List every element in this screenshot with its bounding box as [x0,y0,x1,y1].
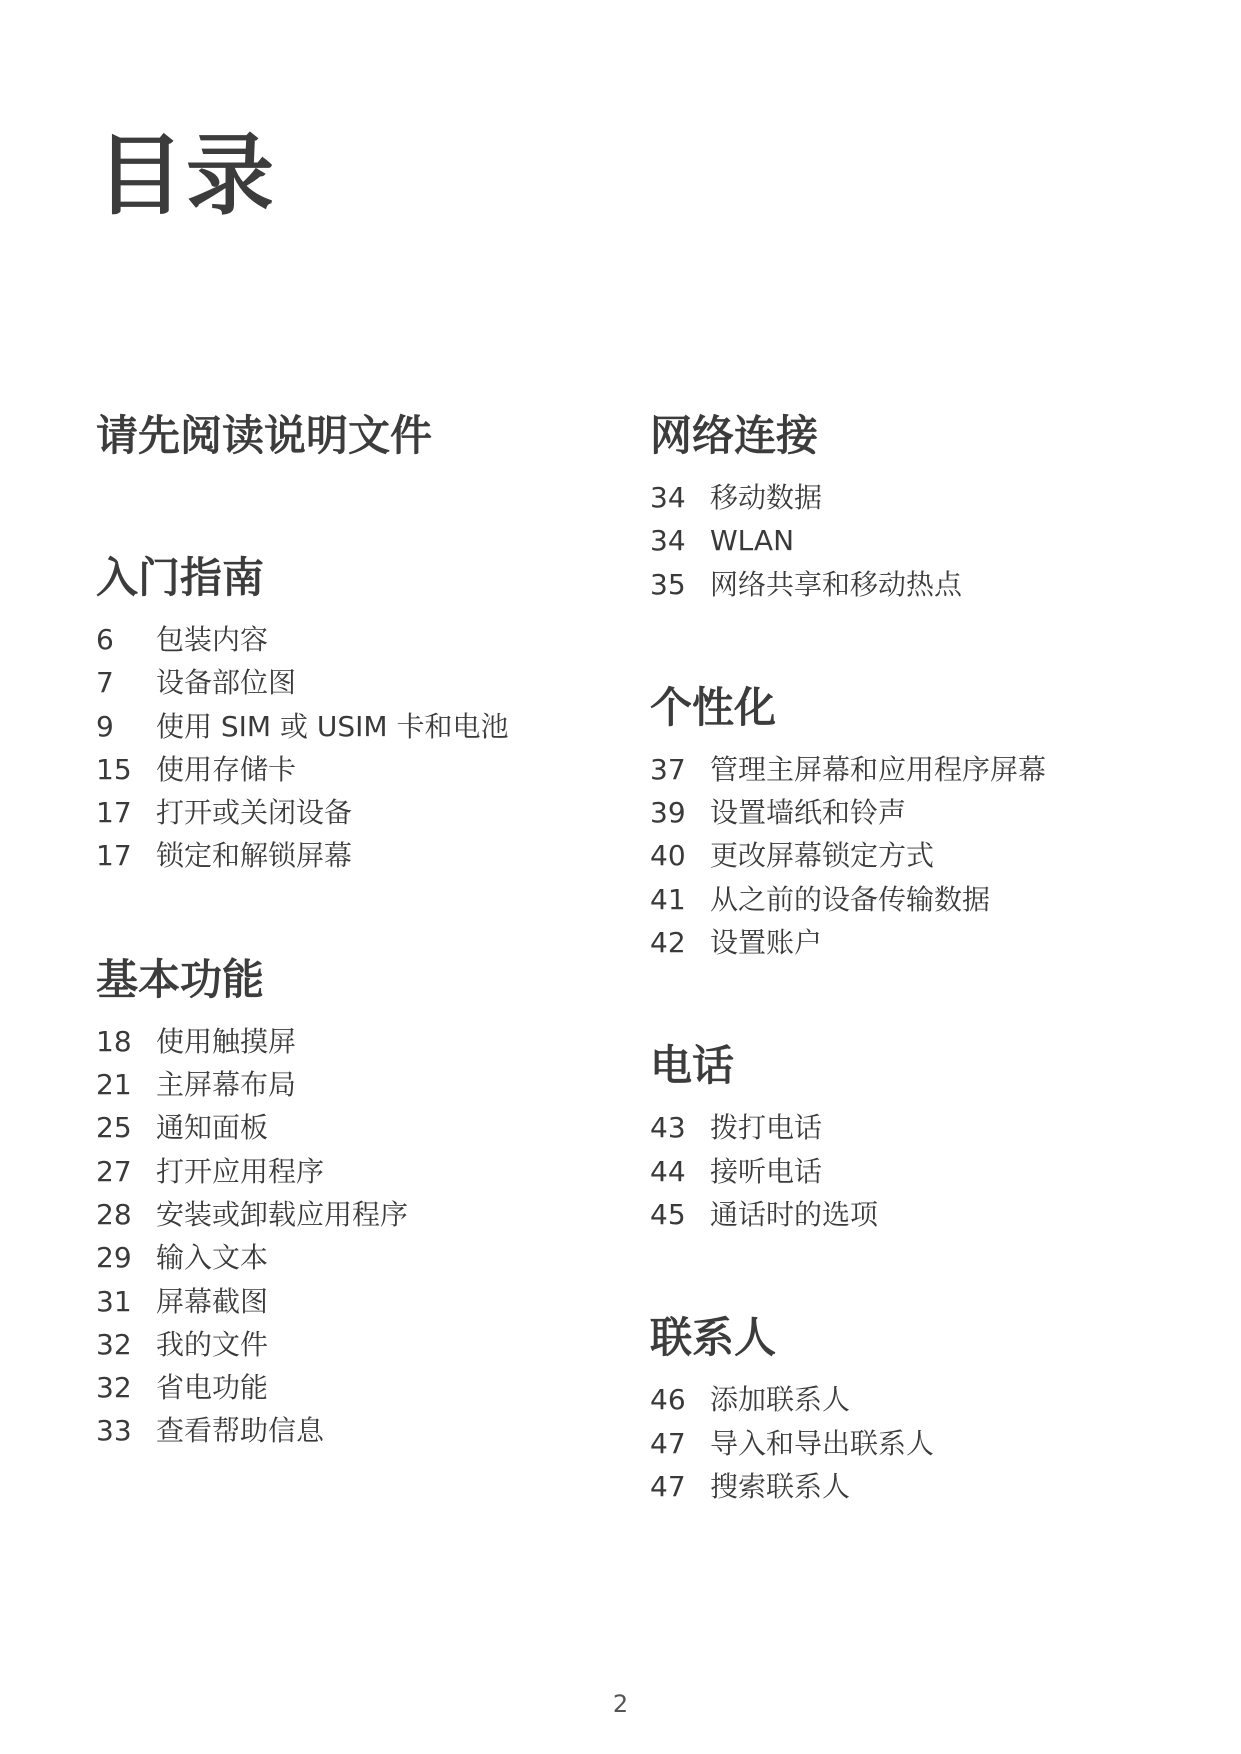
toc-entry[interactable] [96,834,616,877]
toc-entry-label: WLAN [710,524,795,558]
toc-section [96,546,616,878]
section-spacer [650,964,1210,1034]
toc-entry-label: 设置墙纸和铃声 [710,796,907,830]
toc-entry-page: 32 [96,1371,132,1405]
section-spacer [96,878,616,948]
toc-entry[interactable] [650,878,1210,921]
toc-entry[interactable] [650,1378,1210,1421]
toc-entry-page: 32 [96,1327,132,1361]
toc-entry-label: 设备部位图 [156,666,297,700]
toc-entry-label: 打开或关闭设备 [156,796,353,830]
toc-right-column [650,404,1210,1508]
toc-entry-page: 47 [650,1426,686,1460]
toc-entry[interactable] [96,705,616,748]
toc-entry[interactable] [96,1106,616,1149]
toc-entry[interactable] [650,1150,1210,1193]
section-spacer [650,606,1210,676]
toc-entry[interactable] [96,1280,616,1323]
section-spacer [96,476,616,546]
toc-entry[interactable] [96,618,616,661]
toc-entry-page: 17 [96,796,132,830]
toc-entry[interactable] [650,563,1210,606]
toc-entry-label: 从之前的设备传输数据 [710,882,991,916]
toc-entry[interactable] [96,1323,616,1366]
toc-entry-page: 29 [96,1241,132,1275]
toc-entry-label: 使用存储卡 [156,752,297,786]
toc-entry-label: 移动数据 [710,481,823,514]
toc-entry-page: 7 [96,666,114,700]
toc-entry[interactable] [650,1193,1210,1236]
toc-entry-page: 44 [650,1154,686,1188]
toc-entry[interactable] [650,1465,1210,1508]
toc-entry-page: 25 [96,1111,132,1145]
toc-entry-page: 34 [650,481,686,514]
toc-entry-page: 28 [96,1197,132,1231]
toc-entry-page: 39 [650,796,686,830]
section-spacer [650,1236,1210,1306]
toc-entry[interactable] [96,1366,616,1409]
toc-entry[interactable] [650,791,1210,834]
toc-entry-page: 42 [650,926,686,960]
toc-entry-page: 37 [650,752,686,786]
toc-entry-page: 15 [96,752,132,786]
toc-entry-page: 18 [96,1024,132,1058]
toc-entry-label: 添加联系人 [710,1383,851,1417]
toc-entry-label: 使用触摸屏 [156,1024,297,1058]
toc-entry-page: 31 [96,1284,132,1318]
section-heading[interactable]: 请先阅读说明文件 [96,411,433,460]
toc-entry-label: 输入文本 [156,1241,269,1275]
toc-entry-label: 导入和导出联系人 [710,1426,935,1460]
toc-entry[interactable] [96,1409,616,1452]
page-title: 目录 [96,124,277,227]
toc-entry-page: 33 [96,1414,132,1448]
toc-entry[interactable] [96,748,616,791]
toc-entry-page: 21 [96,1068,132,1102]
toc-entry-label: 我的文件 [156,1327,269,1361]
toc-section [650,676,1210,964]
toc-entry-label: 查看帮助信息 [156,1414,325,1448]
toc-entry-label: 锁定和解锁屏幕 [156,839,353,873]
toc-entry-page: 47 [650,1469,686,1503]
toc-entry[interactable] [96,1150,616,1193]
toc-entry-label: 安装或卸载应用程序 [156,1197,409,1231]
toc-entry[interactable] [96,791,616,834]
section-heading[interactable]: 网络连接 [650,411,819,460]
section-heading[interactable]: 入门指南 [96,553,265,602]
toc-section [96,404,616,468]
toc-entry-page: 35 [650,567,686,601]
section-heading[interactable]: 电话 [650,1041,735,1091]
toc-entry-label: 更改屏幕锁定方式 [710,839,935,873]
toc-entry[interactable] [96,1236,616,1279]
toc-entry-label: 拨打电话 [710,1111,823,1145]
toc-entry[interactable] [650,476,1210,519]
toc-entry-label: 屏幕截图 [156,1284,269,1318]
toc-entry-label: 设置账户 [710,926,823,960]
toc-section [650,1306,1210,1508]
toc-section [650,1034,1210,1236]
toc-entry-label: 打开应用程序 [156,1154,325,1188]
toc-entry[interactable] [650,921,1210,964]
toc-entry-page: 27 [96,1154,132,1188]
toc-entry[interactable] [650,1106,1210,1149]
toc-entry[interactable] [650,834,1210,877]
toc-left-column [96,404,616,1453]
toc-entry-page: 17 [96,839,132,873]
toc-entry-label: 接听电话 [710,1154,823,1188]
toc-entry-label: 搜索联系人 [710,1469,851,1503]
toc-entry[interactable] [96,1063,616,1106]
toc-entry[interactable] [650,748,1210,791]
toc-entry[interactable] [650,1422,1210,1465]
toc-section [96,948,616,1453]
toc-entry-page: 43 [650,1111,686,1145]
toc-entry-page: 41 [650,882,686,916]
toc-entry-label: 通话时的选项 [710,1197,879,1231]
toc-entry-page: 9 [96,709,114,743]
toc-entry-label: 通知面板 [156,1111,269,1145]
toc-entry-page: 6 [96,623,114,656]
toc-entry-page: 46 [650,1383,686,1417]
toc-entry-page: 40 [650,839,686,873]
toc-entry[interactable] [650,519,1210,562]
toc-entry-label: 省电功能 [156,1371,269,1405]
toc-entry-label: 网络共享和移动热点 [710,567,963,601]
page-number: 2 [612,1690,629,1718]
toc-entry-label: 包装内容 [156,623,269,656]
toc-entry-page: 34 [650,524,686,558]
toc-entry-label: 主屏幕布局 [156,1068,297,1102]
section-heading[interactable]: 基本功能 [96,954,265,1004]
toc-entry-label: 使用 SIM 或 USIM 卡和电池 [156,709,509,743]
toc-entry[interactable] [96,661,616,704]
section-heading[interactable]: 个性化 [650,682,777,732]
toc-entry[interactable] [96,1193,616,1236]
section-heading[interactable]: 联系人 [650,1313,777,1363]
toc-entry[interactable] [96,1020,616,1063]
toc-entry-label: 管理主屏幕和应用程序屏幕 [710,752,1047,786]
toc-section [650,404,1210,606]
toc-entry-page: 45 [650,1197,686,1231]
